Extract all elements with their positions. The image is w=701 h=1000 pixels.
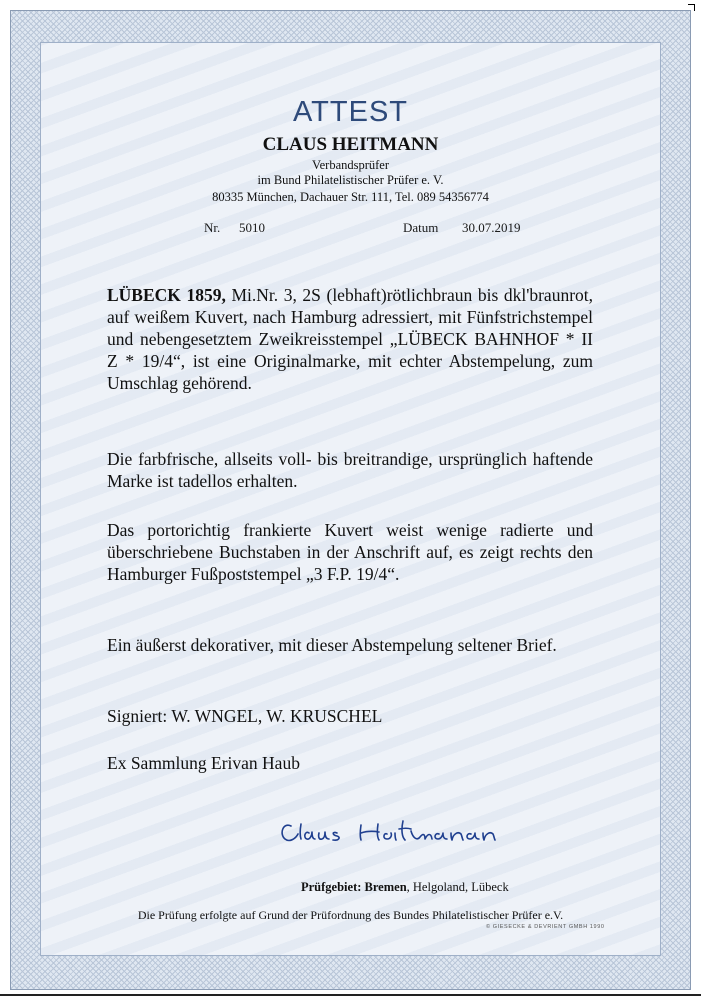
provenance-paragraph: Ex Sammlung Erivan Haub xyxy=(107,753,300,773)
nr-value: 5010 xyxy=(239,220,265,235)
footer-statement: Die Prüfung erfolgte auf Grund der Prüfordnung des Bundes Philatelistischer Prüfer e.V. xyxy=(137,908,564,922)
pruefgebiet-line xyxy=(301,880,509,895)
examiner-name: CLAUS HEITMANN xyxy=(262,134,439,155)
stamp-description: Mi.Nr. 3, 2S (lebhaft)rötlichbraun bis dkl'braunrot, auf weißem Kuvert, nach Hamburg adressiert, mit Fünfstrichstempel und nebengesetztem Zweikreisstempel „LÜBECK BAHNHOF * II Z * 19/4“, ist eine Originalmarke, mit echter Abstempelung, zum Umschlag gehörend. xyxy=(107,285,594,393)
datum-value: 30.07.2019 xyxy=(462,220,521,235)
datum-label: Datum xyxy=(403,220,439,235)
pruefgebiet-label: Prüfgebiet: Bremen xyxy=(301,880,407,894)
condition-paragraph: Die farbfrische, allseits voll- bis breitrandige, ursprünglich haftende Marke ist tadellos erhalten. xyxy=(107,449,593,491)
association-line: im Bund Philatelistischer Prüfer e. V. xyxy=(257,173,444,187)
examiner-role: Verbandsprüfer xyxy=(311,158,390,172)
nr-label: Nr. xyxy=(204,220,221,235)
address-line: 80335 München, Dachauer Str. 111, Tel. 089 54356774 xyxy=(212,190,489,204)
assessment-paragraph: Ein äußerst dekorativer, mit dieser Abstempelung seltener Brief. xyxy=(107,635,557,655)
cover-paragraph: Das portorichtig frankierte Kuvert weist wenige radierte und überschriebene Buchstaben in der Anschrift auf, es zeigt rechts den Hamburger Fußpoststempel „3 F.P. 19/4“. xyxy=(107,520,593,584)
stamp-heading: LÜBECK 1859, xyxy=(107,285,226,305)
description-paragraph xyxy=(107,284,593,394)
printer-imprint: © GIESECKE & DEVRIENT GMBH 1990 xyxy=(486,924,605,930)
pruefgebiet-regions: , Helgoland, Lübeck xyxy=(406,880,509,894)
signatures-paragraph: Signiert: W. WNGEL, W. KRUSCHEL xyxy=(107,706,383,726)
attest-title: ATTEST xyxy=(292,96,409,128)
handwritten-signature xyxy=(277,812,537,852)
